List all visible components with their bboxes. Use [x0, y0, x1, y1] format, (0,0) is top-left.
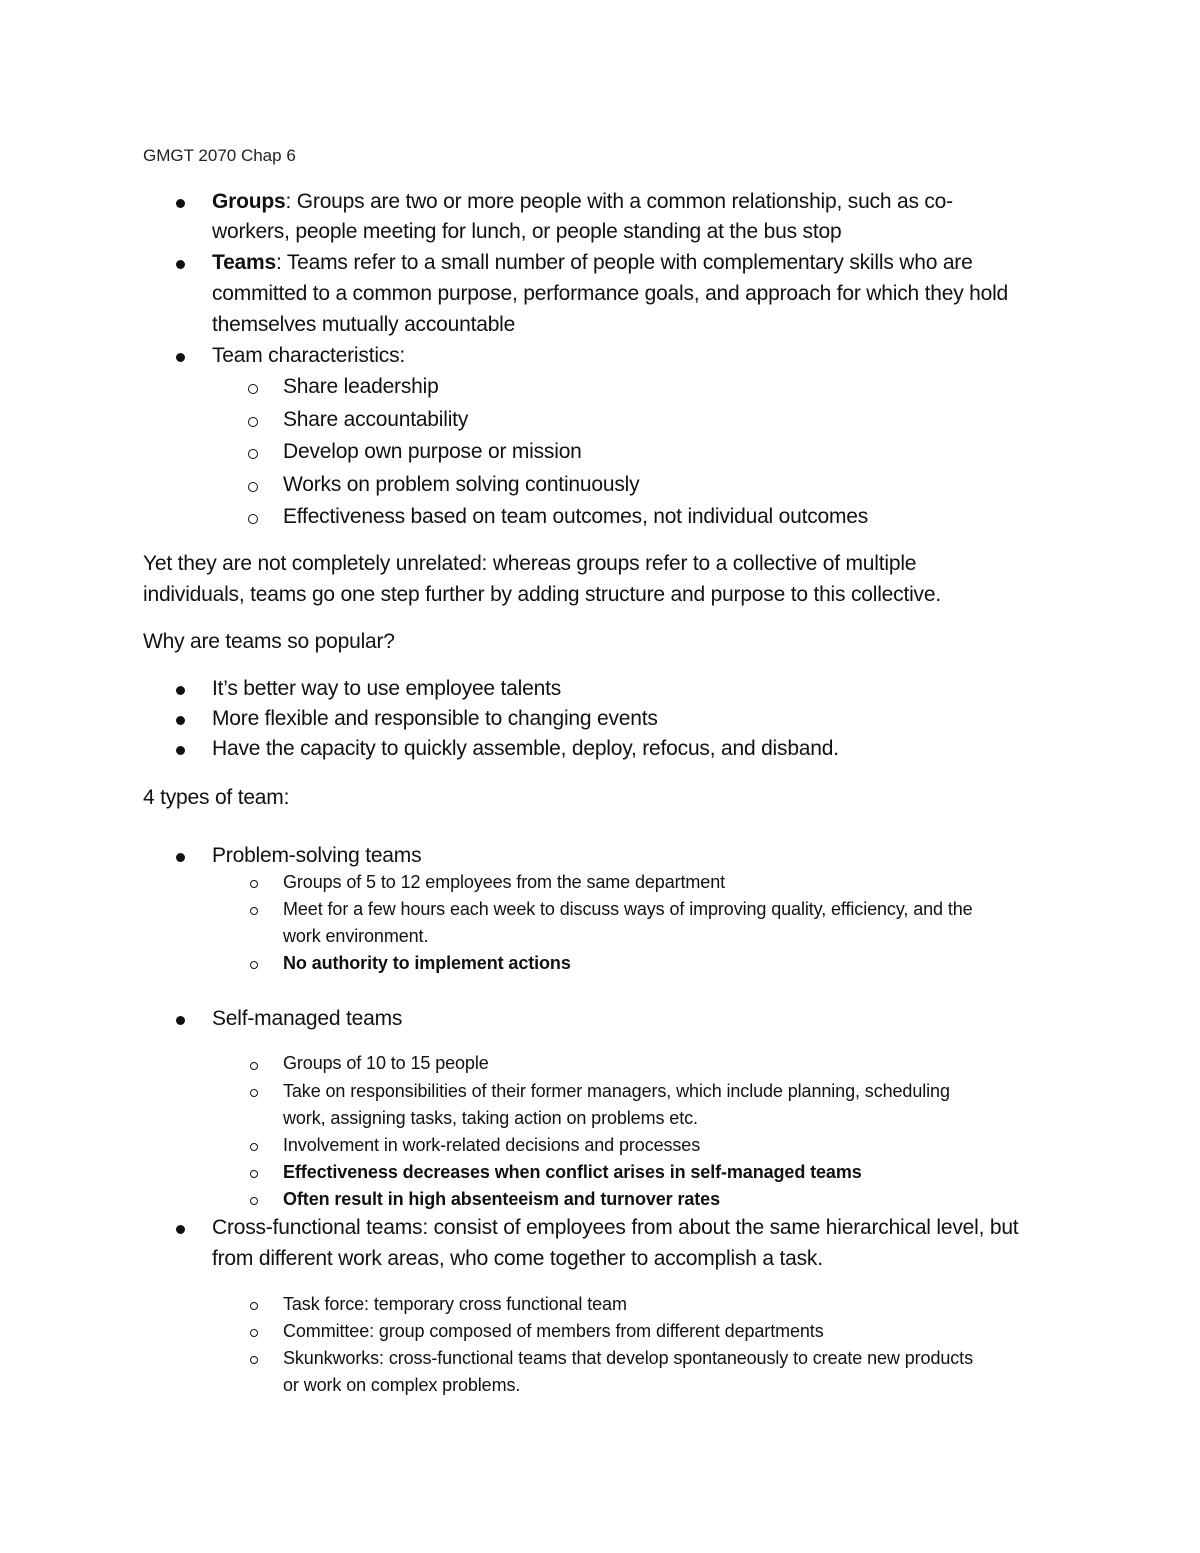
- circle-bullet-icon: [250, 880, 258, 888]
- bullet-icon: [176, 746, 185, 755]
- why-item: More flexible and responsible to changing events: [212, 707, 658, 730]
- circle-bullet-icon: [250, 1197, 258, 1205]
- paragraph-line: Yet they are not completely unrelated: whereas groups refer to a collective of multiple: [143, 552, 917, 575]
- circle-bullet-icon: [248, 449, 258, 459]
- self-managed-item: Effectiveness decreases when conflict arises in self-managed teams: [283, 1162, 862, 1182]
- types-heading: 4 types of team:: [143, 786, 290, 809]
- problem-solving-item-cont: work environment.: [283, 926, 429, 946]
- circle-bullet-icon: [250, 1302, 258, 1310]
- teams-line-1: Teams: Teams refer to a small number of people with complementary skills who are: [212, 251, 973, 274]
- why-item: Have the capacity to quickly assemble, deploy, refocus, and disband.: [212, 737, 839, 760]
- why-heading: Why are teams so popular?: [143, 630, 395, 653]
- cross-functional-item-cont: or work on complex problems.: [283, 1375, 521, 1395]
- teams-term: Teams: [212, 251, 276, 274]
- problem-solving-item: Meet for a few hours each week to discuss ways of improving quality, efficiency, and the: [283, 899, 973, 919]
- why-item: It’s better way to use employee talents: [212, 677, 562, 700]
- teams-line-2: committed to a common purpose, performance goals, and approach for which they hold: [212, 282, 1009, 305]
- self-managed-item-cont: work, assigning tasks, taking action on problems etc.: [283, 1108, 698, 1128]
- cross-functional-line: from different work areas, who come together to accomplish a task.: [212, 1247, 823, 1270]
- circle-bullet-icon: [250, 1329, 258, 1337]
- circle-bullet-icon: [250, 1089, 258, 1097]
- bullet-icon: [176, 353, 185, 362]
- circle-bullet-icon: [250, 1143, 258, 1151]
- cross-functional-line: Cross-functional teams: consist of employees from about the same hierarchical level, but: [212, 1216, 1019, 1239]
- teams-line-3: themselves mutually accountable: [212, 313, 516, 336]
- bullet-icon: [176, 853, 185, 862]
- circle-bullet-icon: [250, 961, 258, 969]
- cross-functional-item: Committee: group composed of members from different departments: [283, 1321, 824, 1341]
- cross-functional-item: Task force: temporary cross functional team: [283, 1294, 627, 1314]
- groups-line-1: Groups: Groups are two or more people with a common relationship, such as co-: [212, 190, 953, 213]
- circle-bullet-icon: [250, 907, 258, 915]
- self-managed-label: Self-managed teams: [212, 1007, 403, 1030]
- characteristic-item: Works on problem solving continuously: [283, 473, 640, 496]
- circle-bullet-icon: [250, 1062, 258, 1070]
- circle-bullet-icon: [248, 417, 258, 427]
- self-managed-item: Groups of 10 to 15 people: [283, 1053, 489, 1073]
- bullet-icon: [176, 199, 185, 208]
- self-managed-item: Take on responsibilities of their former managers, which include planning, scheduling: [283, 1081, 950, 1101]
- bullet-icon: [176, 1016, 185, 1025]
- team-characteristics-label: Team characteristics:: [212, 344, 406, 367]
- bullet-icon: [176, 260, 185, 269]
- characteristic-item: Share accountability: [283, 408, 469, 431]
- paragraph-line: individuals, teams go one step further by adding structure and purpose to this collective.: [143, 583, 941, 606]
- problem-solving-item: Groups of 5 to 12 employees from the same department: [283, 872, 726, 892]
- problem-solving-label: Problem-solving teams: [212, 844, 422, 867]
- groups-line-2: workers, people meeting for lunch, or people standing at the bus stop: [212, 220, 842, 243]
- circle-bullet-icon: [250, 1170, 258, 1178]
- problem-solving-item: No authority to implement actions: [283, 953, 571, 973]
- self-managed-item: Often result in high absenteeism and turnover rates: [283, 1189, 720, 1209]
- bullet-icon: [176, 1225, 185, 1234]
- groups-term: Groups: [212, 190, 286, 213]
- bullet-icon: [176, 686, 185, 695]
- circle-bullet-icon: [248, 482, 258, 492]
- circle-bullet-icon: [248, 384, 258, 394]
- cross-functional-item: Skunkworks: cross-functional teams that develop spontaneously to create new products: [283, 1348, 973, 1368]
- characteristic-item: Develop own purpose or mission: [283, 440, 582, 463]
- circle-bullet-icon: [248, 514, 258, 524]
- self-managed-item: Involvement in work-related decisions and processes: [283, 1135, 701, 1155]
- document-title: GMGT 2070 Chap 6: [143, 146, 296, 165]
- circle-bullet-icon: [250, 1356, 258, 1364]
- bullet-icon: [176, 716, 185, 725]
- characteristic-item: Share leadership: [283, 375, 439, 398]
- characteristic-item: Effectiveness based on team outcomes, not individual outcomes: [283, 505, 869, 528]
